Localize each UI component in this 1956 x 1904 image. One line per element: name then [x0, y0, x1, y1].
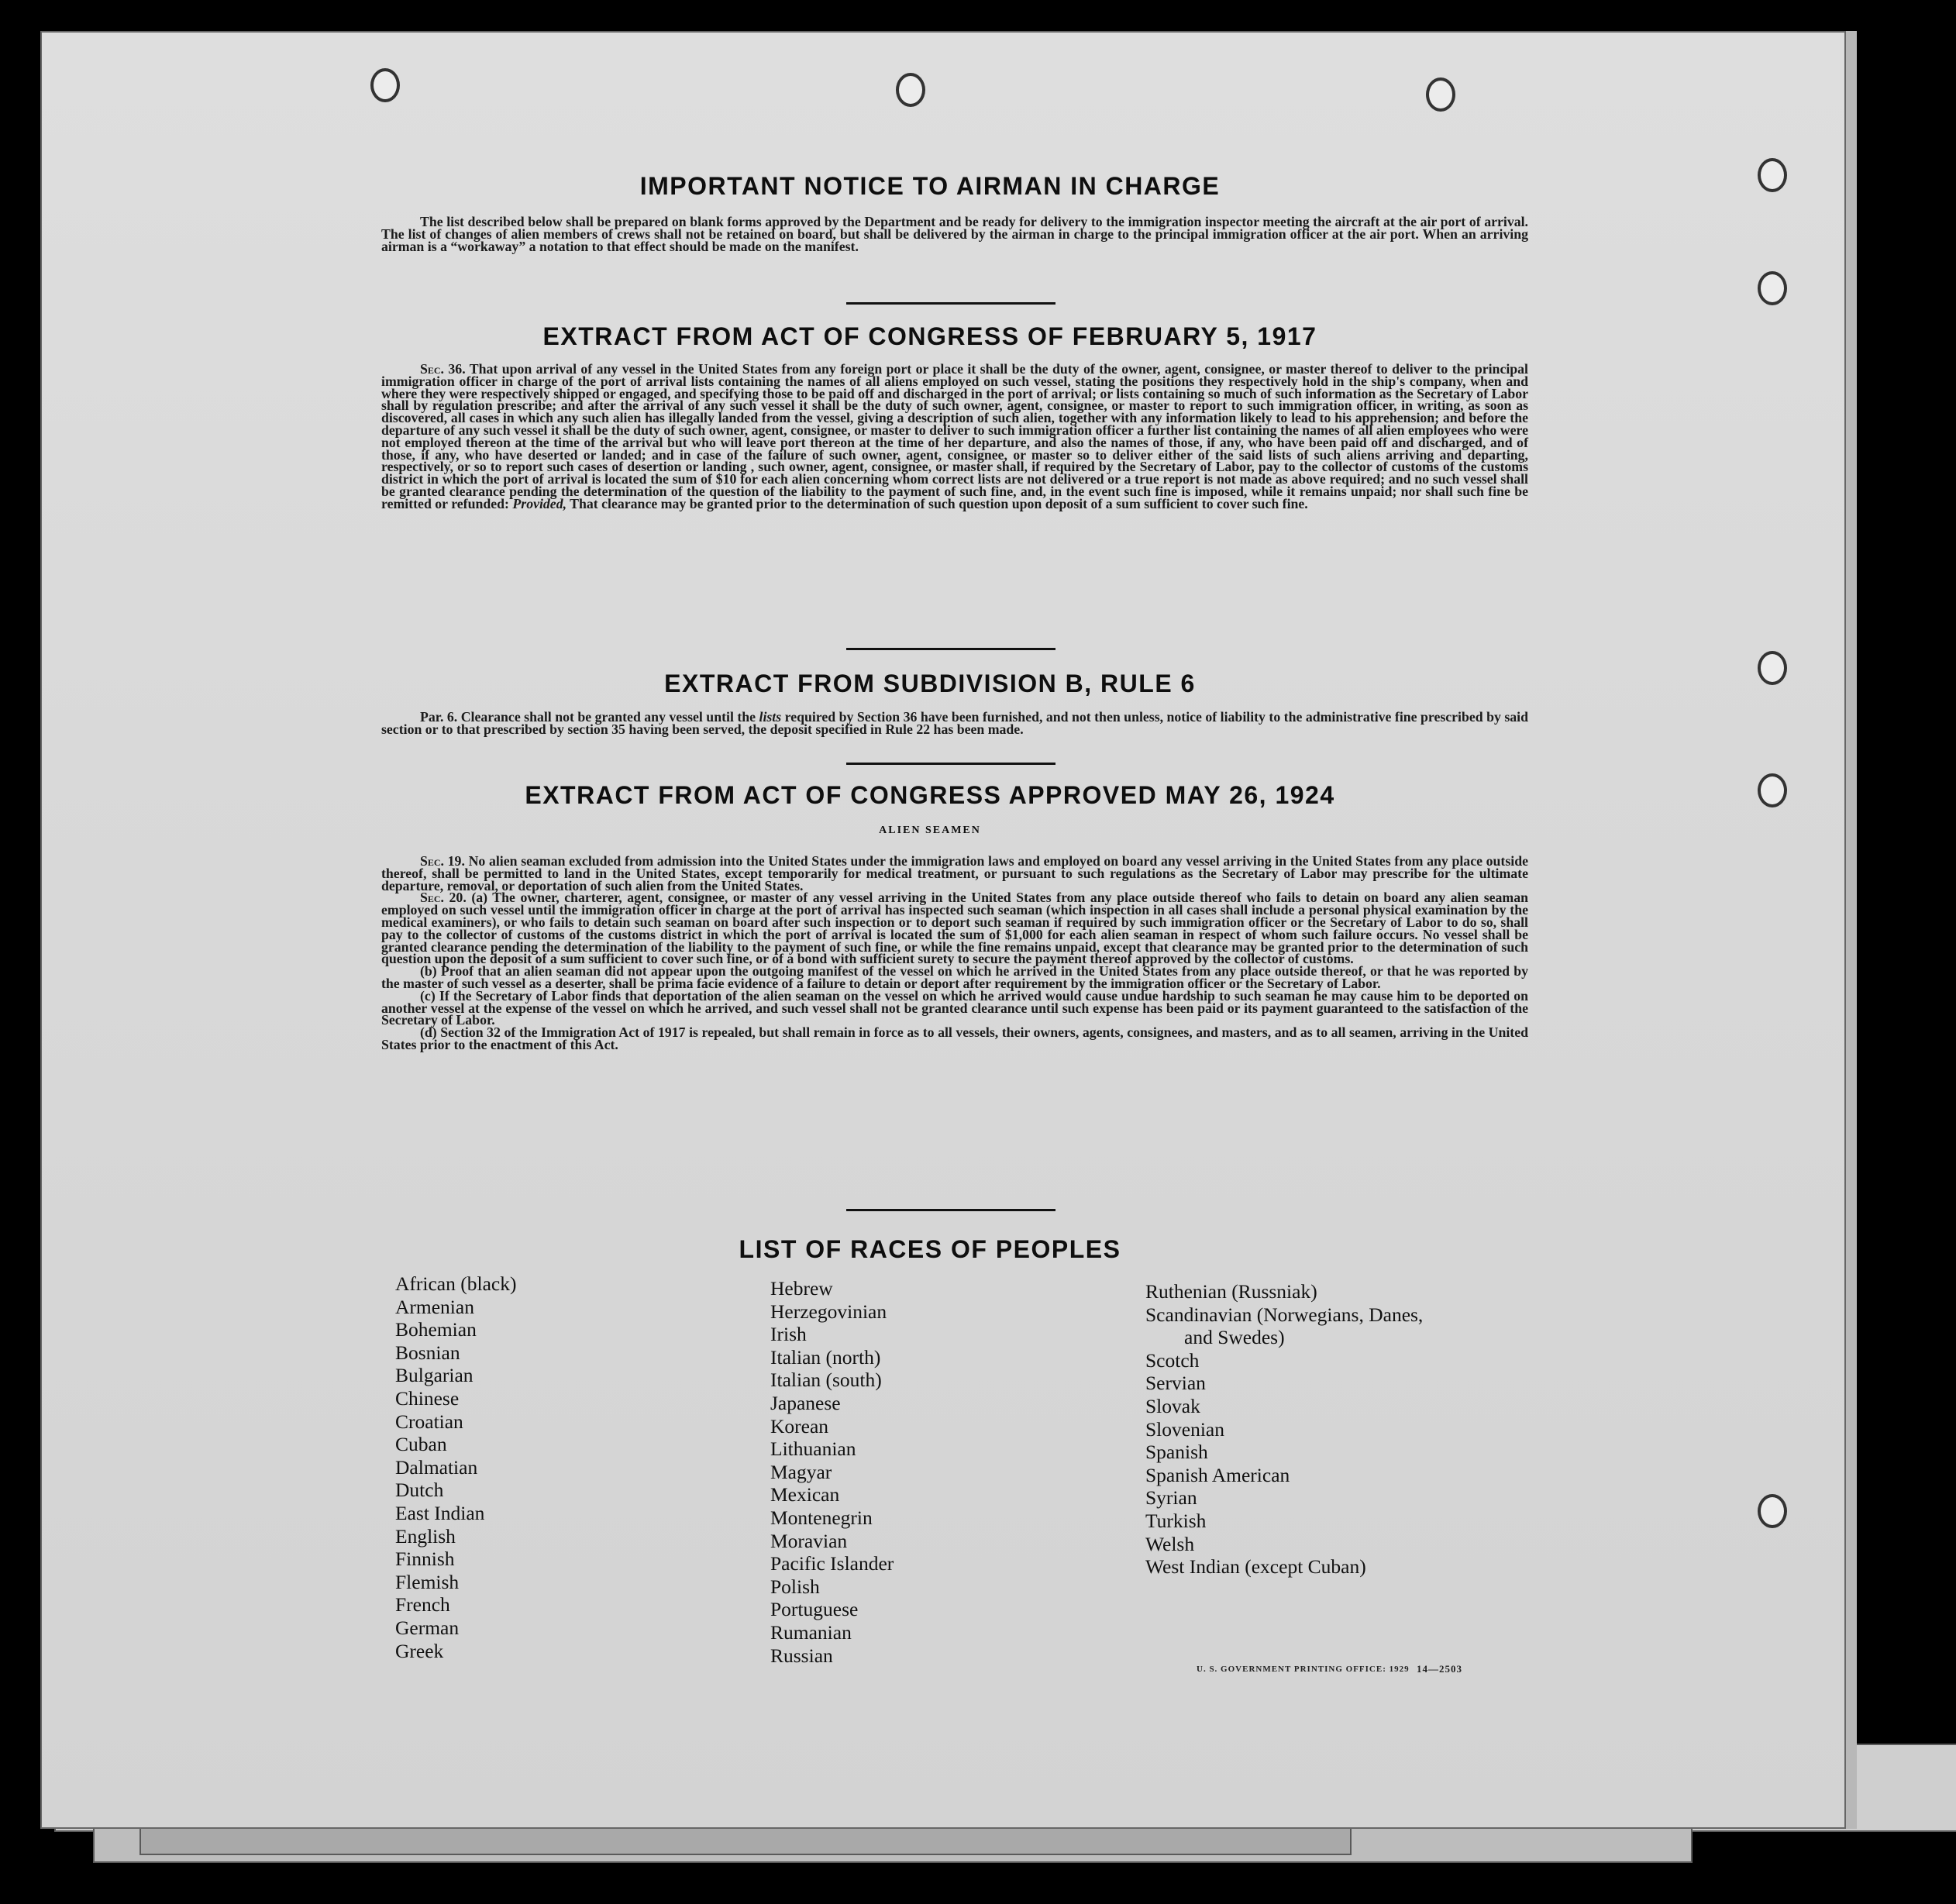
race-item-continuation: and Swedes)	[1184, 1326, 1285, 1349]
section-divider	[846, 302, 1055, 305]
extract-1924-title: EXTRACT FROM ACT OF CONGRESS APPROVED MAY 26, 1924	[525, 781, 1335, 809]
race-item: Polish	[770, 1575, 820, 1598]
par-6-text: Par. 6. Clearance shall not be granted any vessel until the	[420, 709, 756, 725]
race-item: Chinese	[395, 1386, 460, 1410]
race-item: Scotch	[1145, 1348, 1200, 1372]
sec-20-label: Sec. 20.	[420, 890, 467, 906]
race-item: Hebrew	[770, 1277, 833, 1300]
punch-hole	[1426, 77, 1455, 112]
lists-italic: lists	[759, 709, 782, 725]
races-column-1	[395, 1272, 516, 1662]
notice-text	[381, 216, 1528, 253]
race-item: Rumanian	[770, 1620, 852, 1644]
printing-office-note: U. S. GOVERNMENT PRINTING OFFICE: 1929	[1197, 1665, 1410, 1674]
race-item: Portuguese	[770, 1598, 859, 1621]
sec-36-paragraph	[381, 363, 1528, 511]
race-item: Bosnian	[395, 1341, 460, 1364]
sec-20a-text: (a) The owner, charterer, agent, consignee, or master of any vessel arriving in the United States from any place outside thereof who fails to detain on board any alien seaman employed on such vessel until the immigration officer in charge at the port of arrival has inspected such seaman (which inspection in all cases shall include a personal physical examination by the medical examiners), or who fails to detain such seaman on board after such inspection or to deport such seaman if required by such immigration officer or the Secretary of Labor to do so, shall pay to the collector of customs of the customs district in which the port of arrival is located the sum of $1,000 for each alien seaman in respect of whom such failure occurs. No vessel shall be granted clearance pending the determination of the liability to the payment of such fine, or while the fine remains unpaid, except that clearance may be granted prior to the determination of such question upon the deposit of a sum sufficient to cover such fine, or of a bond with sufficient surety to secure the payment thereof approved by the collector of customs.	[381, 890, 1529, 967]
race-item: Japanese	[770, 1391, 841, 1414]
race-item: Russian	[770, 1644, 833, 1667]
races-column-2	[770, 1277, 894, 1667]
form-number: 14—2503	[1417, 1663, 1462, 1675]
sec-20b-paragraph: (b) Proof that an alien seaman did not appear upon the outgoing manifest of the vessel on which he arrived in the United States from any place outside thereof, or that he was reported by the master of such vessel as a deserter, shall be prima facie evidence of a failure to detain or deport after requirement by the immigration officer or the Secretary of Labor.	[381, 963, 1528, 991]
race-item: Syrian	[1145, 1486, 1197, 1510]
punch-hole	[896, 73, 925, 107]
race-item: Irish	[770, 1323, 807, 1346]
race-item: Pacific Islander	[770, 1552, 894, 1575]
races-column-3	[1145, 1280, 1423, 1579]
race-item: African (black)	[395, 1272, 517, 1295]
race-item: Scandinavian (Norwegians, Danes,	[1145, 1303, 1424, 1326]
race-item: Italian (south)	[770, 1369, 882, 1392]
par-6-text-end: required by Section 36 have been furnished, and not then unless, notice of liability to the administrative fine prescribed by said section or to that prescribed by section 35 having been served, the deposit specified in Rule 22 has been made.	[381, 709, 1528, 737]
provided-italic: Provided,	[512, 495, 567, 511]
race-item: Lithuanian	[770, 1437, 856, 1461]
race-item: Greek	[395, 1639, 444, 1662]
sec-19-text: No alien seaman excluded from admission into the United States under the immigration laws and employed on board any vessel arriving in the United States from any place outside thereof, shall be permitted to land in the United States, except temporarily for medical treatment, or pursuant to such regulations as the Secretary of Labor may prescribe for the ultimate departure, removal, or deportation of such alien from the United States.	[381, 853, 1528, 893]
race-item: Bohemian	[395, 1318, 477, 1341]
extract-1917-title: EXTRACT FROM ACT OF CONGRESS OF FEBRUARY 5, 1917	[542, 322, 1317, 350]
race-item: Moravian	[770, 1529, 848, 1552]
extract-rule6-text	[381, 711, 1528, 736]
sec-19-label: Sec. 19.	[420, 853, 465, 869]
sec-20c-paragraph: (c) If the Secretary of Labor finds that deportation of the alien seaman on the vessel on which he arrived would cause undue hardship to such seaman he may cause him to be deported on another vessel at the expense of the vessel on which he arrived, and such vessel shall not be granted clearance until such expense has been paid or its payment guaranteed to the satisfaction of the Secretary of Labor.	[381, 987, 1528, 1028]
race-item: Cuban	[395, 1433, 447, 1456]
sec-20d-paragraph: (d) Section 32 of the Immigration Act of 1917 is repealed, but shall remain in force as to all vessels, their owners, agents, consignees, and masters, and as to all seamen, arriving in the United States prior to the enactment of this Act.	[381, 1024, 1528, 1052]
race-item: Servian	[1145, 1372, 1206, 1395]
race-item: Dutch	[395, 1479, 444, 1502]
extract-rule6-title: EXTRACT FROM SUBDIVISION B, RULE 6	[664, 670, 1196, 697]
race-item: East Indian	[395, 1501, 485, 1524]
punch-hole	[1758, 271, 1787, 305]
sec-36-label: Sec. 36.	[420, 361, 466, 377]
extract-1924-text	[381, 853, 1529, 1052]
notice-paragraph: The list described below shall be prepared on blank forms approved by the Department and be ready for delivery to the immigration inspector meeting the aircraft at the air port of arrival. The list of changes of alien members of crews shall not be retained on board, but shall be delivered by the airman in charge to the principal immigration officer at the air port. When an arriving airman is a “workaway” a notation to that effect should be made on the manifest.	[381, 214, 1528, 254]
race-item: Welsh	[1145, 1532, 1195, 1555]
sec-20a-paragraph	[381, 892, 1528, 966]
race-item: Italian (north)	[770, 1345, 881, 1369]
race-item: Korean	[770, 1414, 829, 1437]
race-item: Magyar	[770, 1460, 832, 1483]
alien-seamen-subtitle: ALIEN SEAMEN	[879, 825, 981, 836]
sec-36-text-end: That clearance may be granted prior to the determination of such question upon deposit of a sum sufficient to cover such fine.	[570, 495, 1308, 511]
par-6-paragraph	[381, 711, 1528, 736]
race-item: Armenian	[395, 1295, 474, 1318]
race-item: Spanish	[1145, 1441, 1208, 1464]
race-item: Mexican	[770, 1483, 840, 1506]
race-item: Finnish	[395, 1548, 455, 1571]
sec-36-text: That upon arrival of any vessel in the United States from any foreign port or place it shall be the duty of the owner, agent, consignee, or master thereof to deliver to the principal immigration officer in charge of the port of arrival lists containing the names of all aliens employed on such vessel, stating the positions they respectively hold in the ship's company, when and where they were respectively shipped or engaged, and specifying those to be paid off and discharged in the port of arrival; or lists containing so much of such information as the Secretary of Labor shall by regulation prescribe; and after the arrival of any such vessel it shall be the duty of such owner, agent, consignee, or master to report to such immigration officer, in writing, as soon as discovered, all cases in which any such alien has illegally landed from the vessel, giving a description of such alien, together with any information likely to lead to his apprehension; and before the departure of any such vessel it shall be the duty of such owner, agent, consignee, or master to deliver to such immigration officer a further list containing the names of all alien employees who were not employed thereon at the time of the arrival but who will leave port thereon at the time of her departure, and also the names of those, if any, who have been paid off and discharged, and of those, if any, who have deserted or landed; and in case of the failure of such owner, agent, consignee, or master so to deliver either of the said lists of such aliens arriving and departing, respectively, or so to report such cases of desertion or landing , such owner, agent, consignee, or master shall, if required by the Secretary of Labor, pay to the collector of customs of the customs district in which the port of arrival is located the sum of $10 for each alien concerning whom correct lists are not delivered or a true report is not made as above required; and no such vessel shall be granted clearance pending the determination of the question of the liability to the payment of such fine, and, in the event such fine is imposed, while it remains unpaid; nor shall such fine be remitted or refunded:	[381, 361, 1528, 511]
race-item: Dalmatian	[395, 1455, 478, 1479]
race-item: French	[395, 1593, 450, 1617]
section-divider	[846, 1209, 1055, 1211]
punch-hole	[1758, 1494, 1787, 1528]
race-item: German	[395, 1616, 460, 1639]
race-item: Slovenian	[1145, 1417, 1224, 1441]
race-item: Slovak	[1145, 1394, 1200, 1417]
race-item: Turkish	[1145, 1509, 1207, 1532]
race-item: Ruthenian (Russniak)	[1145, 1280, 1317, 1303]
race-item: English	[395, 1524, 456, 1548]
race-item: Herzegovinian	[770, 1300, 887, 1323]
race-item: Spanish American	[1145, 1463, 1290, 1486]
sec-19-paragraph	[381, 853, 1528, 893]
race-item: Montenegrin	[770, 1506, 873, 1529]
notice-title: IMPORTANT NOTICE TO AIRMAN IN CHARGE	[639, 172, 1221, 200]
punch-hole	[370, 68, 400, 102]
race-item: Flemish	[395, 1570, 460, 1593]
race-item: Croatian	[395, 1410, 463, 1433]
section-divider	[846, 763, 1055, 765]
extract-1917-text	[381, 363, 1528, 511]
race-item: Bulgarian	[395, 1364, 474, 1387]
section-divider	[846, 648, 1055, 650]
race-item: West Indian (except Cuban)	[1145, 1555, 1366, 1579]
races-title: LIST OF RACES OF PEOPLES	[739, 1235, 1121, 1263]
